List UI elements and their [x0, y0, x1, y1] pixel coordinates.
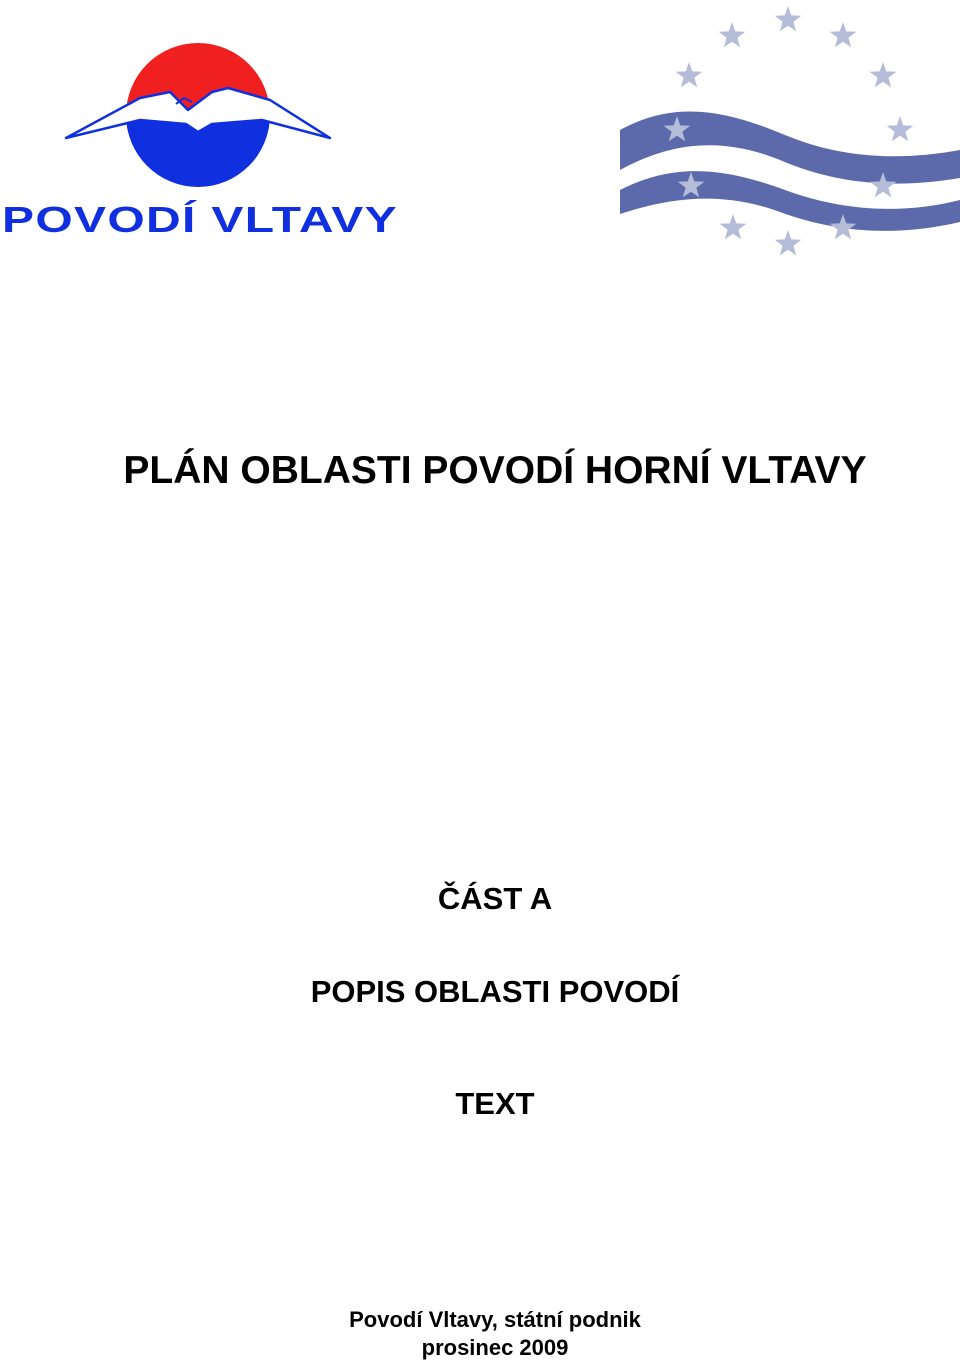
eu-water-logo: [615, 0, 960, 265]
part-heading: ČÁST A: [437, 881, 553, 916]
document-subtitle: POPIS OBLASTI POVODÍ: [310, 974, 680, 1009]
logo-wordmark: POVODÍ VLTAVY: [2, 199, 398, 240]
section-label: TEXT: [455, 1086, 535, 1121]
publication-date: prosinec 2009: [421, 1335, 569, 1360]
publisher-name: Povodí Vltavy, státní podnik: [349, 1307, 641, 1332]
povodi-vltavy-logo: [0, 40, 400, 240]
document-title: PLÁN OBLASTI POVODÍ HORNÍ VLTAVY: [123, 449, 867, 492]
